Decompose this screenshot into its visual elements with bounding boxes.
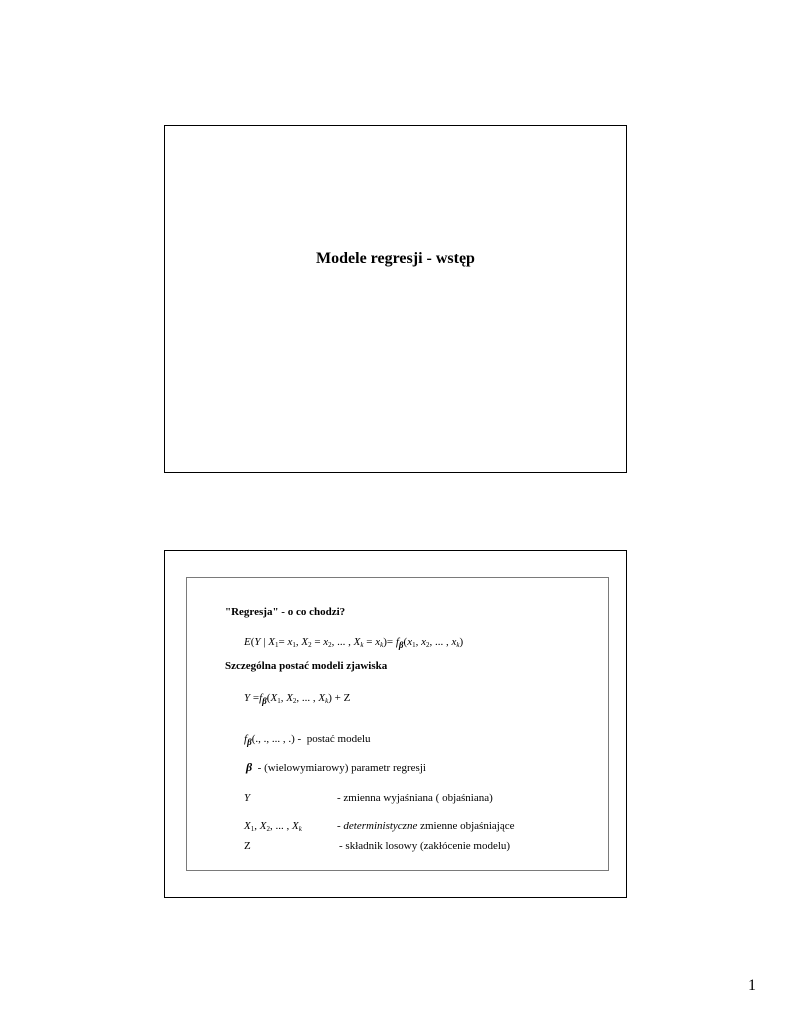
model-equation: $Y =f_\beta(X_1$, $X_2$, ... , $X_k) + Z$ <box>244 692 351 706</box>
slide-1 <box>164 125 627 473</box>
model-form-heading: Szczególna postać modeli zjawiska <box>225 660 388 672</box>
x-description-emphasis: deterministyczne <box>343 820 418 832</box>
x-description: - deterministyczne zmienne objaśniające <box>337 820 515 832</box>
z-description: - składnik losowy (zakłócenie modelu) <box>339 840 511 852</box>
regression-heading: "Regresja" - o co chodzi? <box>225 606 346 618</box>
model-form-definition: $f_\beta$(., ., ... , .) - postać modelu <box>244 733 371 747</box>
slide-2-content-frame <box>186 577 609 871</box>
slide-2 <box>164 550 627 898</box>
z-symbol: Z <box>244 840 251 852</box>
z-variable-definition <box>244 840 604 852</box>
x-variables-definition: $X_1$, $X_2$, ... , $X_k$ - deterministyczne zmienne objaśniające <box>244 820 515 833</box>
x-description-rest: zmienne objaśniające <box>420 820 515 832</box>
beta-definition <box>246 760 426 775</box>
beta-symbol: β <box>246 760 253 774</box>
model-form-text: postać modelu <box>306 733 371 745</box>
beta-definition-text: - (wielowymiarowy) parametr regresji <box>257 762 426 774</box>
page-number: 1 <box>748 977 756 994</box>
y-symbol: Y <box>244 792 251 804</box>
function-arguments: (., ., ... , .) - <box>251 733 302 745</box>
y-variable-definition <box>244 792 604 804</box>
slide-1-title: Modele regresji - wstęp <box>316 250 475 267</box>
conditional-expectation-formula: E(Y | $X_1= x_1$, $X_2 = x_2$, ... , $X_k = x_k)= f_\beta(x_1$, $x_2$, ... , $x_k$) <box>244 636 464 650</box>
y-description: - zmienna wyjaśniana ( objaśniana) <box>337 792 493 804</box>
